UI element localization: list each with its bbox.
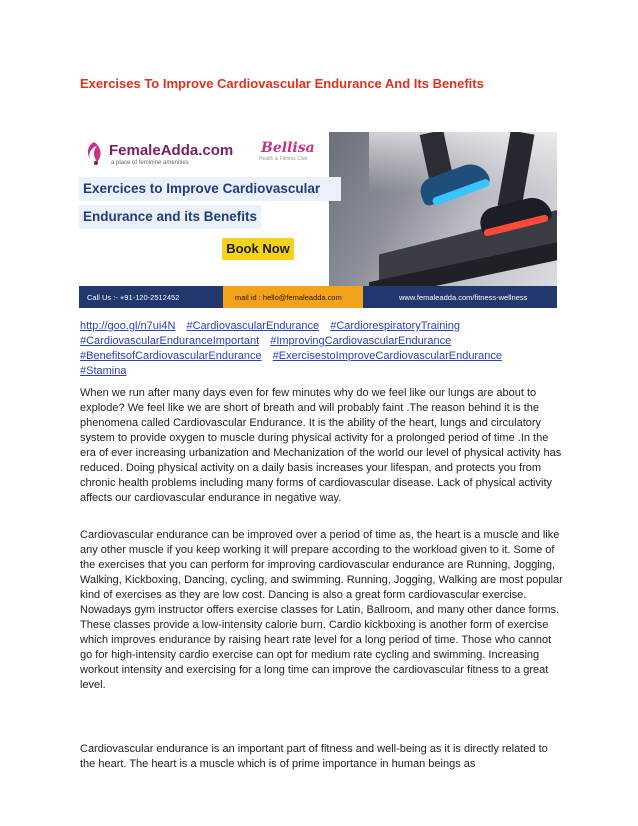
hashtag-link[interactable]: #BenefitsofCardiovascularEndurance (80, 350, 262, 362)
logo-tagline: a place of feminine amenities (111, 160, 189, 166)
banner-contact-bar (79, 286, 557, 308)
banner-email: mail id : hello@femaleadda.com (235, 293, 342, 302)
logo-text: FemaleAdda.com (109, 142, 234, 159)
article-banner-image (79, 132, 557, 308)
banner-heading-line-2: Endurance and its Benefits (79, 205, 261, 229)
hashtag-links (80, 319, 560, 379)
banner-heading (79, 177, 343, 233)
femaleadda-logo (83, 138, 234, 172)
hashtag-link[interactable]: #ExercisestoImproveCardiovascularEndurance (272, 350, 502, 362)
body-paragraph: Cardiovascular endurance can be improved over a period of time as, the heart is a muscle and like any other muscle if you keep working it will prepare according to the workload given to it. Some of the exercises that you can perform for improving cardiovascular endurance are Running, Jogging, Walking, Kickboxing, Dancing, cycling, and swimming. Running, Jogging, Walking are most popular kind of exercises as they are low cost. Dancing is also a great form cardiovascular exercise. Nowadays gym instructor offers exercise classes for Latin, Ballroom, and many other dance forms. These classes provide a low-intensity calorie burn. Cardio kickboxing is another form of exercise which improves endurance by raising heart rate level for a long period of time. Those who cannot go for high-intensity cardio exercise can opt for medium rate cycling and swimming. Increasing workout intensity and exercising for a long time can improve the cardiovascular fitness to a great level. (80, 529, 563, 691)
hashtag-link[interactable]: #CardiovascularEndurance (186, 320, 320, 332)
document-title: Exercises To Improve Cardiovascular Endurance And Its Benefits (80, 76, 484, 91)
banner-heading-line-1: Exercices to Improve Cardiovascular (79, 177, 341, 201)
hashtag-link[interactable]: #CardiorespiratoryTraining (330, 320, 461, 332)
bellisa-subtitle: Health & Fitness Club (259, 156, 308, 162)
banner-website: www.femaleadda.com/fitness-wellness (399, 293, 528, 302)
femaleadda-logo-icon (83, 140, 105, 166)
short-link[interactable]: http://goo.gl/n7ui4N (80, 320, 176, 332)
body-paragraph: When we run after many days even for few minutes why do we feel like our lungs are about to explode? We feel like we are short of breath and will probably faint .The reason behind it is the phenomena called Cardiovascular Endurance. It is the ability of the heart, lungs and circulatory system to provide oxygen to muscle during physical activity for a prolonged period of time .In the era of ever increasing urbanization and Mechanization of the world our level of physical activity has reduced. Doing physical activity on a daily basis increases your lifespan, and protects you from chronic health problems including many forms of cardiovascular disease. Lack of physical activity affects our cardiovascular endurance in negative way. (80, 387, 562, 504)
bellisa-logo: Bellisa (261, 140, 315, 156)
hashtag-link[interactable]: #CardiovascularEnduranceImportant (80, 335, 260, 347)
hashtag-link[interactable]: #ImprovingCardiovascularEndurance (270, 335, 452, 347)
hashtag-link[interactable]: #Stamina (80, 365, 127, 377)
book-now-button: Book Now (222, 238, 294, 260)
banner-phone: Call Us :- +91-120-2512452 (87, 293, 180, 302)
body-paragraph: Cardiovascular endurance is an important part of fitness and well-being as it is directly related to the heart. The heart is a muscle which is of prime importance in human beings as (80, 743, 548, 770)
